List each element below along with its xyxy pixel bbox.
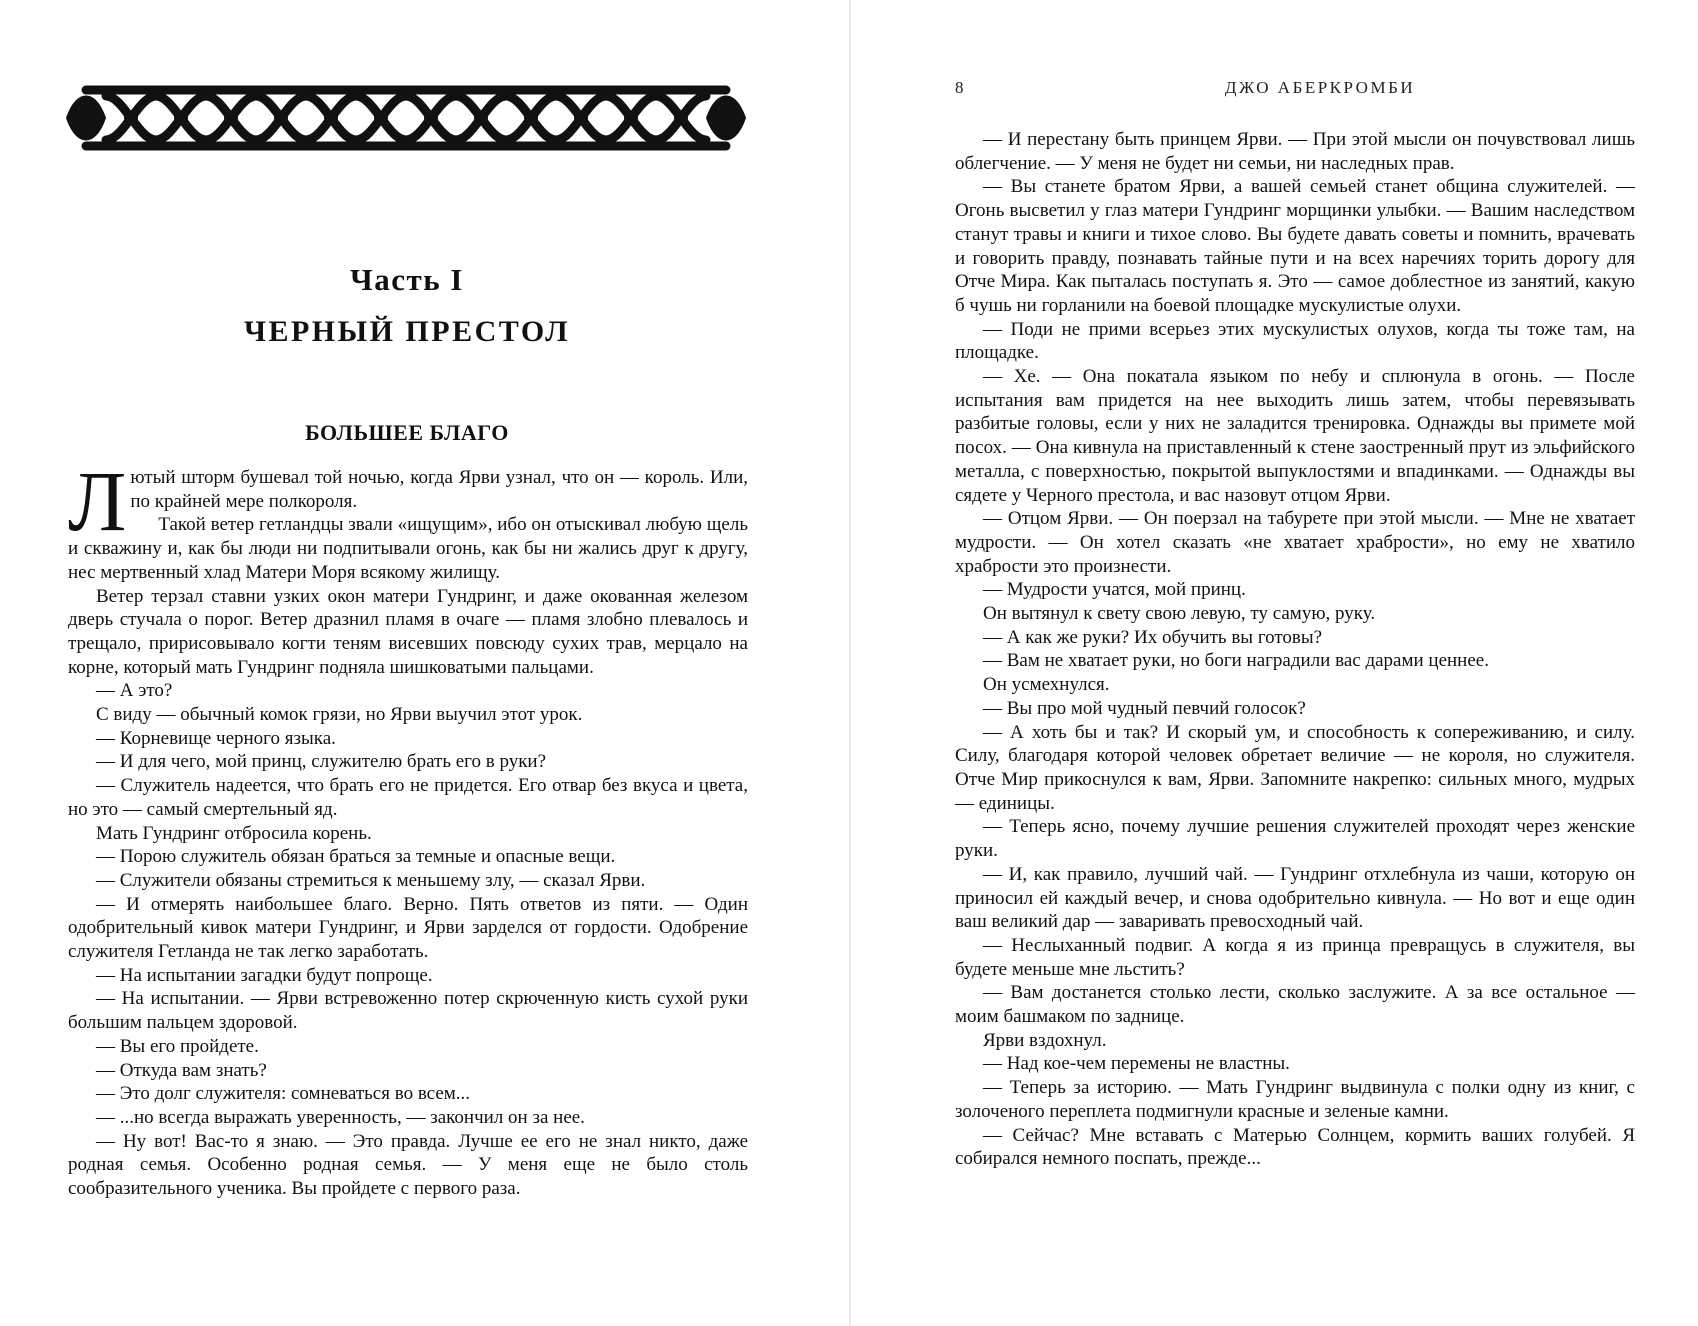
paragraph: — Теперь за историю. — Мать Гундринг выдвинула с полки одну из книг, с золоченого переплета подмигнули красные и зеленые камни. bbox=[955, 1077, 1635, 1122]
paragraph: — Ну вот! Вас-то я знаю. — Это правда. Лучше ее его не знал никто, даже родная семья. Особенно родная семья. — У меня еще не было столь сообразительного ученика. Вы пройдете с первого раза. bbox=[68, 1130, 748, 1200]
part-name: ЧЕРНЫЙ ПРЕСТОЛ bbox=[243, 315, 571, 348]
paragraph: — Это долг служителя: сомневаться во всем... bbox=[96, 1083, 471, 1105]
knot-node bbox=[424, 111, 438, 125]
paragraph: — Сейчас? Мне вставать с Матерью Солнцем, кормить ваших голубей. Я собирался немного поспать, прежде... bbox=[955, 1124, 1635, 1170]
paragraph: — А хоть бы и так? И скорый ум, и способность к сопереживанию, и силу. Силу, благодаря которой человек обретает величие — не короля, но служителя. Отче Мир прикоснулся к вам, Ярви. Запомните накрепко: сильных много, мудрых — единицы. bbox=[955, 721, 1635, 814]
running-head-author: ДЖО АБЕРКРОМБИ bbox=[1224, 78, 1416, 97]
opening-text: ютый шторм бушевал той ночью, когда Ярви узнал, что он — король. Или, по крайней мере полкороля. bbox=[130, 467, 748, 512]
paragraph: — Вам не хватает руки, но боги наградили вас дарами ценнее. bbox=[983, 650, 1489, 672]
paragraph: — ...но всегда выражать уверенность, — закончил он за нее. bbox=[96, 1106, 585, 1128]
paragraph: Он вытянул к свету свою левую, ту самую, руку. bbox=[983, 603, 1376, 625]
paragraph: С виду — обычный комок грязи, но Ярви выучил этот урок. bbox=[96, 704, 583, 726]
knot-node bbox=[124, 111, 138, 125]
right-body-text bbox=[955, 128, 1635, 1171]
paragraph: — Служители обязаны стремиться к меньшему злу, — сказал Ярви. bbox=[96, 869, 646, 891]
paragraph: — Поди не прими всерьез этих мускулистых олухов, когда ты тоже там, на площадке. bbox=[955, 318, 1635, 364]
page-number: 8 bbox=[955, 78, 966, 97]
paragraph: — Отцом Ярви. — Он поерзал на табурете при этой мысли. — Мне не хватает мудрости. — Он хотел сказать «не хватает храбрости», но ему не хватило храбрости это произнести. bbox=[955, 508, 1635, 577]
paragraph: — Служитель надеется, что брать его не придется. Его отвар без вкуса и цвета, но это — самый смертельный яд. bbox=[68, 775, 748, 820]
paragraph: Мать Гундринг отбросила корень. bbox=[96, 822, 372, 844]
chapter-title: БОЛЬШЕЕ БЛАГО bbox=[305, 420, 509, 445]
paragraph: — На испытании загадки будут попроще. bbox=[96, 964, 433, 986]
knot-node bbox=[574, 111, 588, 125]
paragraph: — А это? bbox=[96, 680, 173, 702]
paragraph: — Порою служитель обязан браться за темные и опасные вещи. bbox=[96, 846, 616, 868]
paragraph: — Хе. — Она покатала языком по небу и сплюнула в огонь. — После испытания вам придется на нее выходить лишь затем, чтобы перевязывать разбитые головы, если у них не заладится тренировка. Однажды вы примете мой посох. — Она кивнула на приставленный к стене заостренный прут из эльфийского металла, с поверхностью, покрытой выпуклостями и впадинками. — Однажды вы сядете у Черного престола, и вас назовут отцом Ярви. bbox=[955, 366, 1635, 506]
paragraph: — Вы его пройдете. bbox=[96, 1035, 259, 1057]
left-body-text bbox=[68, 453, 748, 1201]
celtic-knot-ornament bbox=[66, 78, 746, 158]
knot-node bbox=[324, 111, 338, 125]
paragraph: Он усмехнулся. bbox=[983, 674, 1110, 696]
paragraph: — На испытании. — Ярви встревоженно потер скрюченную кисть сухой руки большим пальцем здоровой. bbox=[68, 988, 748, 1034]
paragraph: — Вы про мой чудный певчий голосок? bbox=[983, 697, 1306, 719]
knot-node bbox=[674, 111, 688, 125]
paragraph: — Неслыханный подвиг. А когда я из принца превращусь в служителя, вы будете меньше мне льстить? bbox=[955, 934, 1635, 980]
drop-cap: Л bbox=[68, 453, 127, 549]
knot-node bbox=[524, 111, 538, 125]
paragraph: — Вам достанется столько лести, сколько заслужите. А за все остальное — моим башмаком по заднице. bbox=[955, 982, 1635, 1028]
knot-node bbox=[224, 111, 238, 125]
paragraph: — Корневище черного языка. bbox=[96, 727, 336, 749]
knot-node bbox=[474, 111, 488, 125]
paragraph: — Мудрости учатся, мой принц. bbox=[983, 579, 1246, 601]
paragraph: — И, как правило, лучший чай. — Гундринг отхлебнула из чаши, которую он приносил ей каждый вечер, и снова одобрительно кивнула. — Но вот и еще один ваш великий дар — заваривать превосходный чай. bbox=[955, 863, 1635, 933]
paragraph: — И для чего, мой принц, служителю брать его в руки? bbox=[96, 751, 547, 773]
knot-node bbox=[174, 111, 188, 125]
paragraph: Ветер терзал ставни узких окон матери Гундринг, и даже окованная железом дверь стучала о порог. Ветер дразнил пламя в очаге — пламя злобно плевалось и трещало, пририсовывало когти теням висевших повсюду сухих трав, мерцало на корне, который мать Гундринг подняла шишковатыми пальцами. bbox=[68, 585, 748, 678]
paragraph: Ярви вздохнул. bbox=[983, 1029, 1107, 1051]
paragraph: — И перестану быть принцем Ярви. — При этой мысли он почувствовал лишь облегчение. — У меня не будет ни семьи, ни наследных прав. bbox=[955, 129, 1635, 174]
paragraph: — И отмерять наибольшее благо. Верно. Пять ответов из пяти. — Один одобрительный кивок матери Гундринг, и Ярви зарделся от гордости. Одобрение служителя Гетланда не так легко заработать. bbox=[68, 893, 748, 963]
paragraph: — Откуда вам знать? bbox=[96, 1059, 267, 1081]
paragraph: Такой ветер гетландцы звали «ищущим», ибо он отыскивал любую щель и скважину и, как бы люди ни подпитывали огонь, как бы ни жались друг к другу, нес мертвенный хлад Матери Моря всякому жилищу. bbox=[68, 514, 748, 583]
part-number: Часть I bbox=[350, 262, 464, 297]
knot-node bbox=[374, 111, 388, 125]
knot-node bbox=[274, 111, 288, 125]
paragraph: — А как же руки? Их обучить вы готовы? bbox=[983, 626, 1323, 648]
paragraph: — Вы станете братом Ярви, а вашей семьей станет община служителей. — Огонь высветил у глаз матери Гундринг морщинки улыбки. — Вашим наследством станут травы и книги и тихое слово. Вы будете давать советы и помнить, врачевать и говорить правду, познавать тайные пути и на всех наречиях торить дорогу для Отче Мира. Как пыталась поступать я. Это — самое доблестное из занятий, какую б чушь ни горланили на боевой площадке мускулистые олухи. bbox=[955, 176, 1635, 316]
paragraph: — Над кое-чем перемены не властны. bbox=[983, 1053, 1290, 1075]
knot-node bbox=[624, 111, 638, 125]
paragraph: — Теперь ясно, почему лучшие решения служителей проходят через женские руки. bbox=[955, 816, 1635, 862]
